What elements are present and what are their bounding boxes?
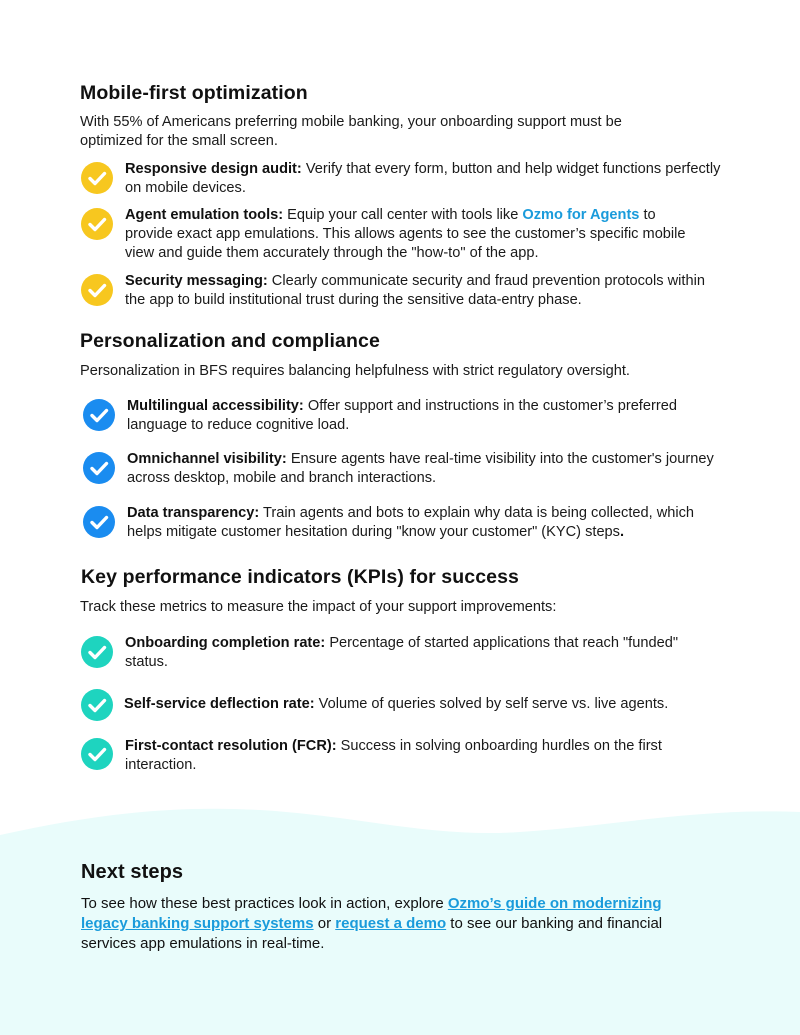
- check-circle-icon: [81, 274, 113, 306]
- check-circle-icon: [83, 399, 115, 431]
- list-item-text: Self-service deflection rate: Volume of queries solved by self serve vs. live agents.: [124, 696, 669, 712]
- list-item-text: Agent emulation tools: Equip your call center with tools like Ozmo for Agents to provide exact app emulations. This allows agents to see the customer’s specific mobile view and guide them accurately through the "how-to" of the app.: [125, 207, 686, 261]
- list-item-text: Responsive design audit: Verify that every form, button and help widget functions perfectly on mobile devices.: [125, 161, 721, 196]
- check-circle-icon: [83, 506, 115, 538]
- modernizing-guide-link[interactable]: Ozmo’s guide on modernizing legacy banking support systems: [81, 895, 662, 932]
- section-intro-personalization: Personalization in BFS requires balancing helpfulness with strict regulatory oversight.: [80, 363, 630, 379]
- check-circle-icon: [81, 689, 113, 721]
- list-item-text: Data transparency: Train agents and bots to explain why data is being collected, which helps mitigate customer hesitation during "know your customer" (KYC) steps.: [127, 505, 695, 540]
- ozmo-for-agents-link[interactable]: Ozmo for Agents: [522, 207, 640, 223]
- list-item-text: Security messaging: Clearly communicate security and fraud prevention protocols within the app to build institutional trust during the sensitive data-entry phase.: [125, 273, 705, 308]
- check-circle-icon: [83, 452, 115, 484]
- request-demo-link[interactable]: request a demo: [335, 915, 447, 932]
- list-item-text: Onboarding completion rate: Percentage of started applications that reach "funded" status.: [125, 635, 678, 670]
- section-title-personalization: Personalization and compliance: [80, 330, 380, 352]
- section-title-kpis: Key performance indicators (KPIs) for success: [81, 566, 519, 588]
- check-circle-icon: [81, 162, 113, 194]
- next-steps-text: To see how these best practices look in action, explore Ozmo’s guide on modernizing legacy banking support systems or request a demo to see our banking and financial services app emulations in real-time.: [81, 895, 663, 952]
- section-title-next-steps: Next steps: [81, 861, 184, 883]
- list-item-text: Omnichannel visibility: Ensure agents have real-time visibility into the customer's journey across desktop, mobile and branch interactions.: [127, 451, 714, 486]
- section-title-mobile: Mobile-first optimization: [80, 82, 308, 104]
- section-intro-kpis: Track these metrics to measure the impact of your support improvements:: [80, 599, 557, 615]
- check-circle-icon: [81, 208, 113, 240]
- list-item-text: Multilingual accessibility: Offer support and instructions in the customer’s preferred language to reduce cognitive load.: [127, 398, 677, 433]
- section-intro-mobile: With 55% of Americans preferring mobile banking, your onboarding support must be optimized for the small screen.: [80, 114, 622, 149]
- check-circle-icon: [81, 738, 113, 770]
- list-item-text: First-contact resolution (FCR): Success in solving onboarding hurdles on the first interaction.: [125, 738, 662, 773]
- check-circle-icon: [81, 636, 113, 668]
